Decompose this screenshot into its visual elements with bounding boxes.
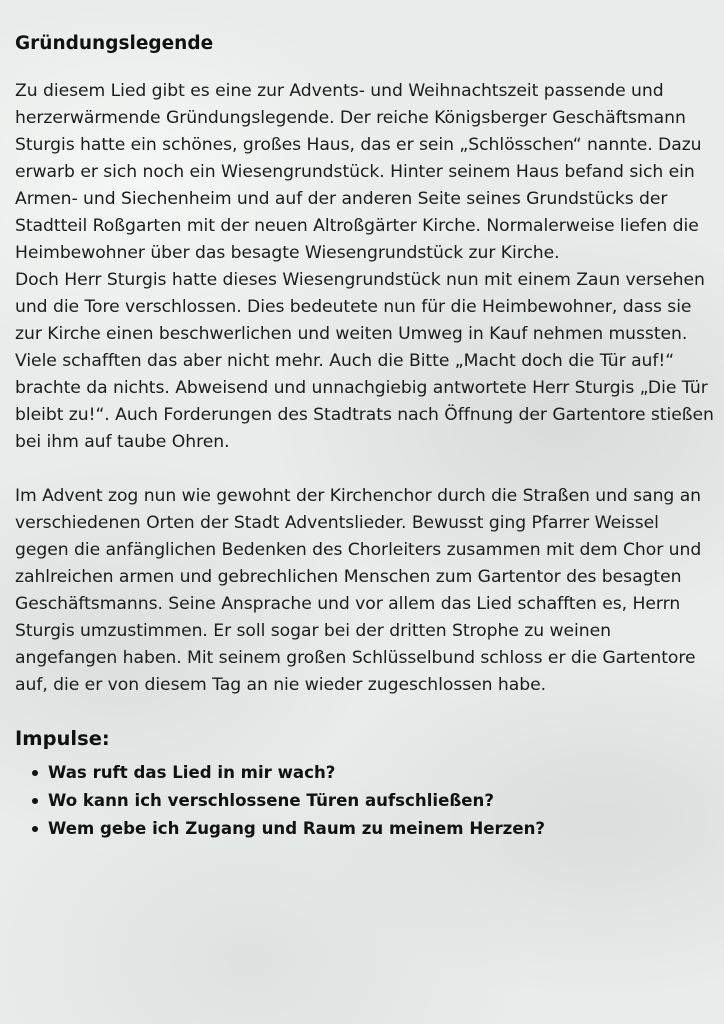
impulse-item: Wo kann ich verschlossene Türen aufschließen?	[48, 787, 715, 815]
paragraph-intro: Zu diesem Lied gibt es eine zur Advents- und Weihnachtszeit passende und herzerwärmende Gründungslegende. Der reiche Königsberger Geschäftsmann Sturgis hatte ein schönes, großes Haus, das er sein „Schlösschen“ nannte. Dazu erwarb er sich noch ein Wiesengrundstück. Hinter seinem Haus befand sich ein Armen- und Siechenheim und auf der anderen Seite seines Grundstücks der Stadtteil Roßgarten mit der neuen Altroßgärter Kirche. Normalerweise liefen die Heimbewohner über das besagte Wiesengrundstück zur Kirche.	[15, 81, 702, 263]
document-page	[15, 30, 715, 843]
impulse-item: Was ruft das Lied in mir wach?	[48, 759, 715, 787]
paragraph-advent-choir: Im Advent zog nun wie gewohnt der Kirchenchor durch die Straßen und sang an verschiedenen Orten der Stadt Adventslieder. Bewusst ging Pfarrer Weissel gegen die anfänglichen Bedenken des Chorleiters zusammen mit dem Chor und zahlreichen armen und gebrechlichen Menschen zum Gartentor des besagten Geschäftsmanns. Seine Ansprache und vor allem das Lied schafften es, Herrn Sturgis umzustimmen. Er soll sogar bei der dritten Strophe zu weinen angefangen haben. Mit seinem großen Schlüsselbund schloss er die Gartentore auf, die er von diesem Tag an nie wieder zugeschlossen habe.	[15, 486, 702, 695]
legend-text-block-1	[15, 78, 715, 456]
paragraph-refusal: Viele schafften das aber nicht mehr. Auch die Bitte „Macht doch die Tür auf!“ brachte da nichts. Abweisend und unnachgiebig antwortete Herr Sturgis „Die Tür bleibt zu!“. Auch Forderungen des Stadtrats nach Öffnung der Gartentore stießen bei ihm auf taube Ohren.	[15, 351, 714, 452]
impulse-item: Wem gebe ich Zugang und Raum zu meinem Herzen?	[48, 815, 715, 843]
legend-text-block-2	[15, 483, 715, 699]
impulse-heading: Impulse:	[15, 727, 110, 750]
paragraph-fence: Doch Herr Sturgis hatte dieses Wiesengrundstück nun mit einem Zaun versehen und die Tore verschlossen. Dies bedeutete nun für die Heimbewohner, dass sie zur Kirche einen beschwerlichen und weiten Umweg in Kauf nehmen mussten.	[15, 270, 705, 344]
document-title: Gründungslegende	[15, 33, 214, 54]
impulse-list	[15, 759, 715, 843]
